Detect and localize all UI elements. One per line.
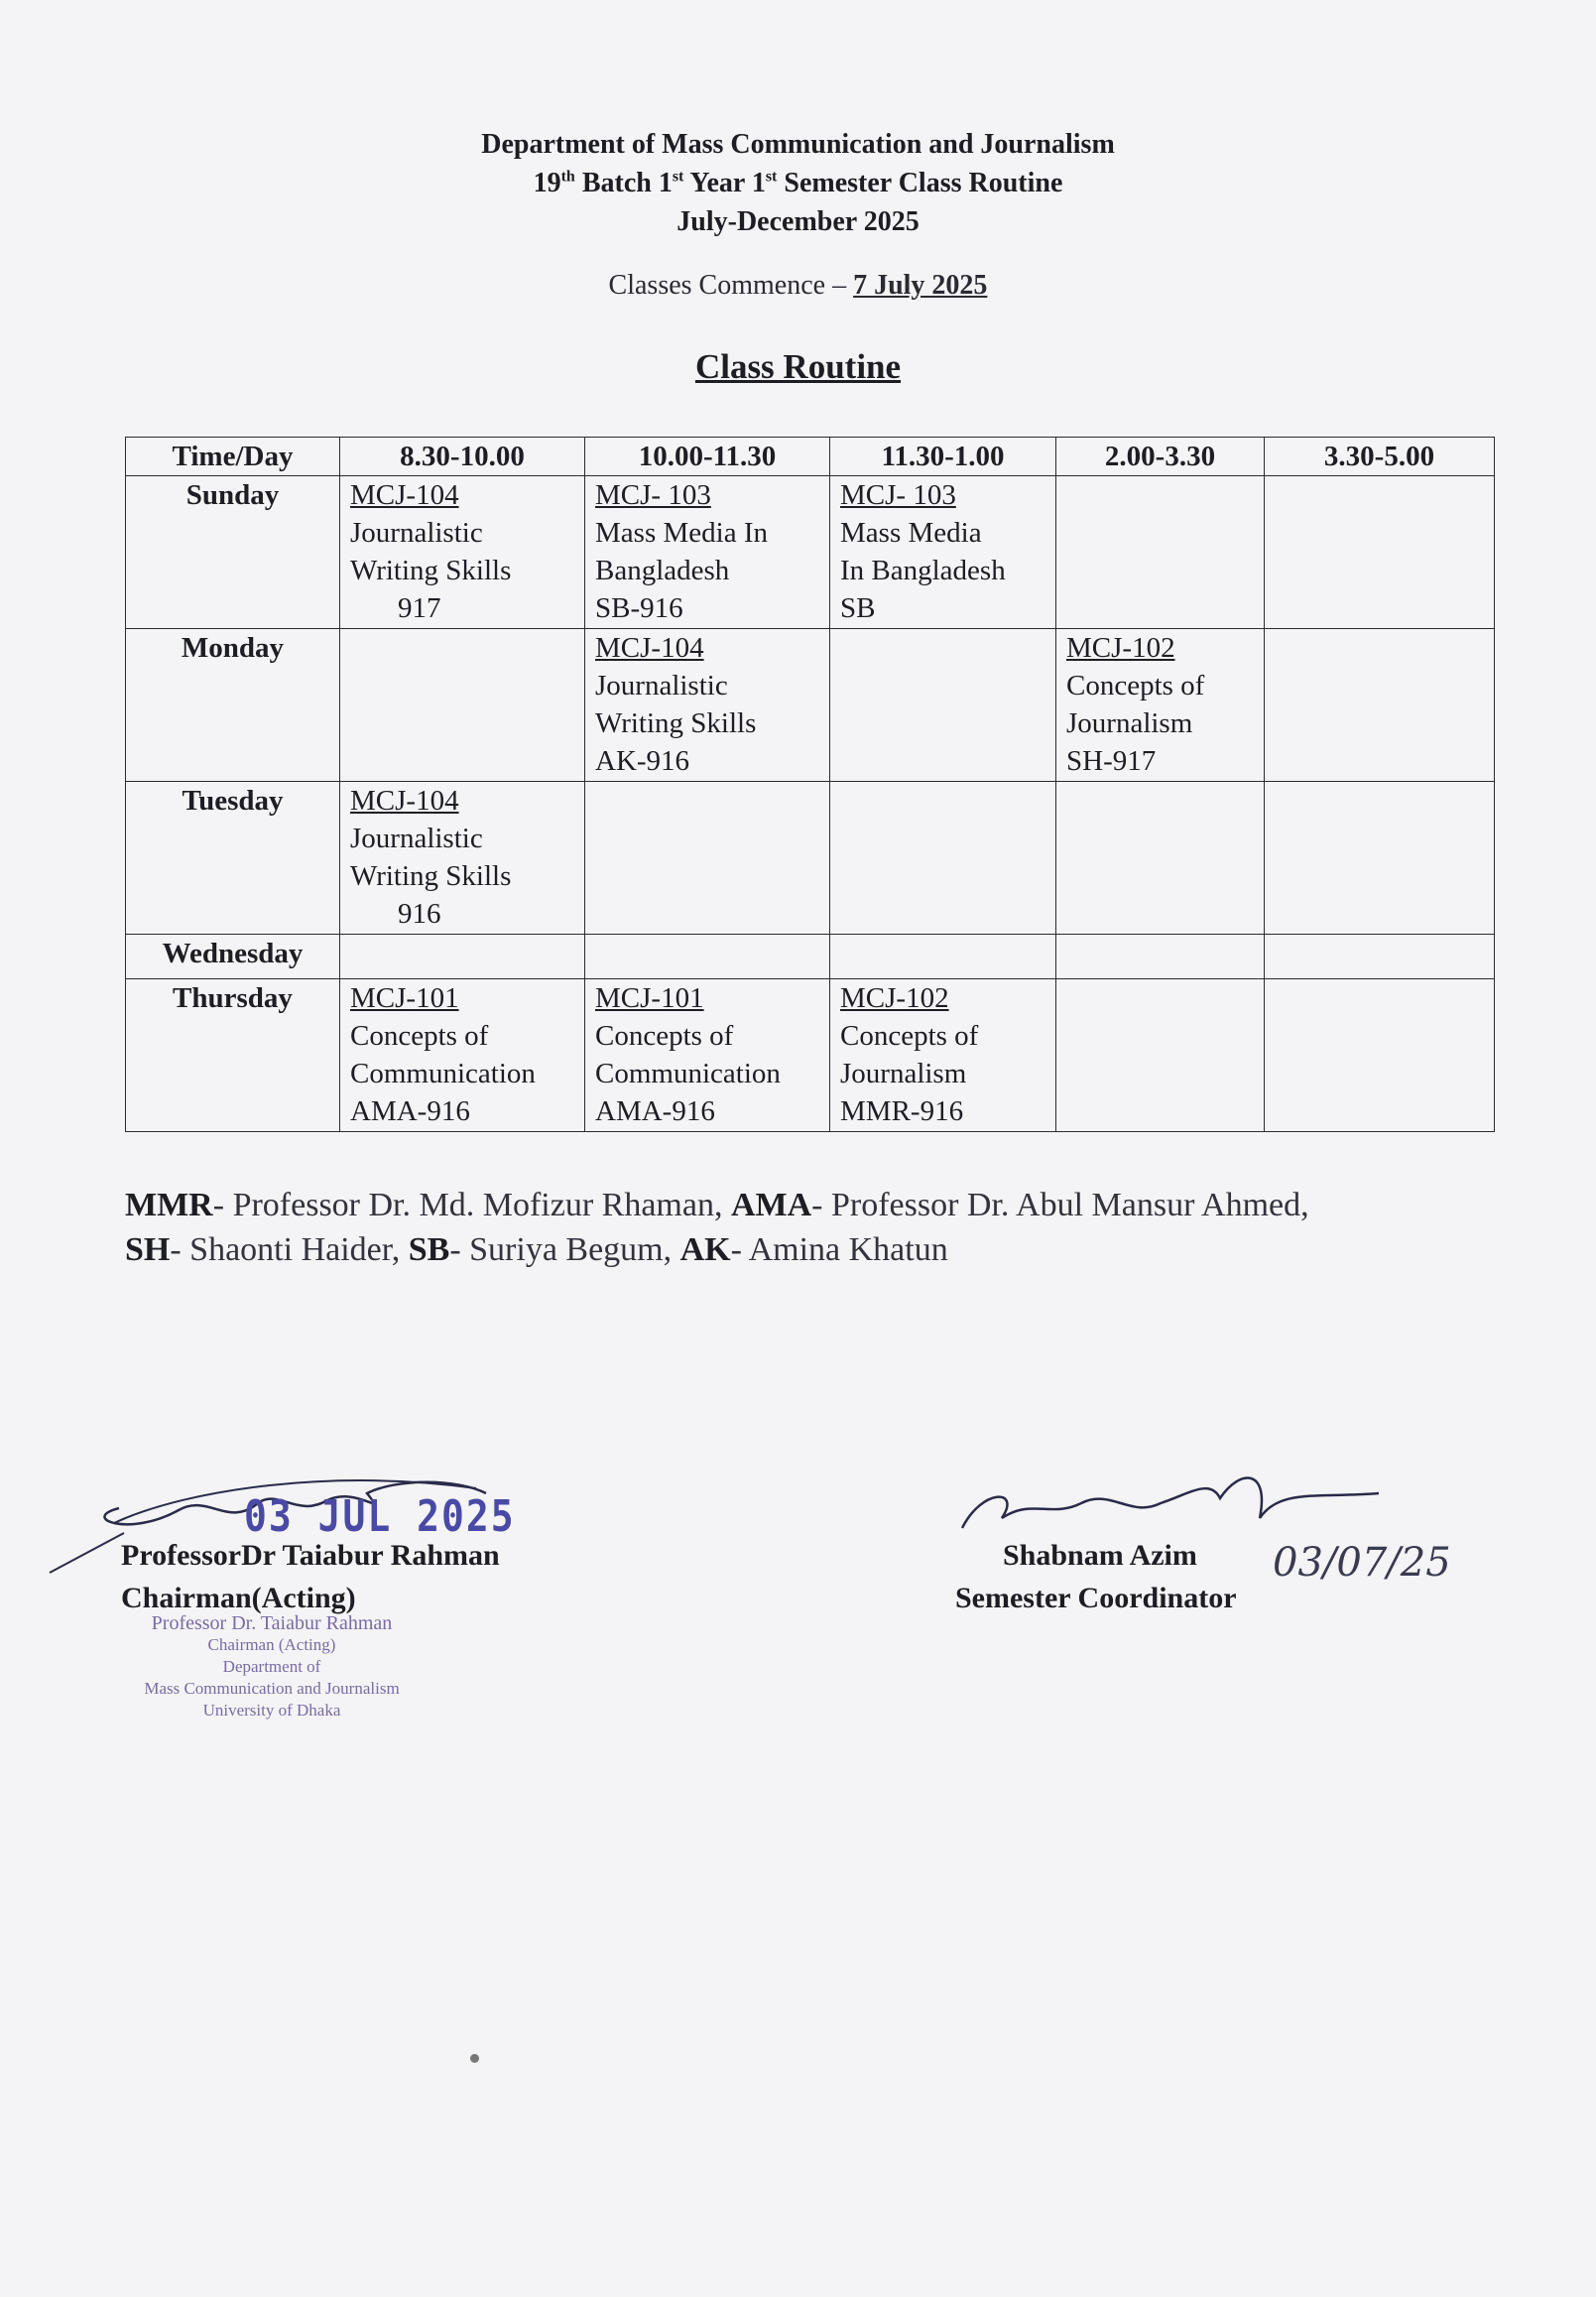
- teacher-legend: [125, 1183, 1514, 1272]
- empty-cell: [585, 782, 830, 935]
- course-line: Mass Media: [840, 517, 982, 549]
- routine-table: [125, 437, 1495, 1132]
- legend-abbr: SB: [408, 1231, 450, 1268]
- course-line: Concepts of: [840, 1020, 979, 1052]
- column-header: 3.30-5.00: [1265, 438, 1495, 476]
- class-cell: [585, 476, 830, 629]
- course-line: AMA-916: [595, 1095, 715, 1127]
- course-code: MCJ- 103: [840, 479, 956, 511]
- course-line: Concepts of: [350, 1020, 489, 1052]
- class-cell: [830, 476, 1056, 629]
- class-cell: [340, 476, 585, 629]
- empty-cell: [1265, 782, 1495, 935]
- class-cell: [585, 979, 830, 1132]
- course-code: MCJ-102: [1066, 632, 1175, 664]
- empty-cell: [830, 935, 1056, 979]
- course-code: MCJ- 103: [595, 479, 711, 511]
- day-cell: Wednesday: [126, 935, 340, 979]
- empty-cell: [1056, 782, 1265, 935]
- course-line: Journalistic: [595, 670, 728, 702]
- day-cell: Monday: [126, 629, 340, 782]
- course-line: Journalism: [840, 1058, 967, 1089]
- course-code: MCJ-101: [350, 982, 459, 1014]
- class-cell: [585, 629, 830, 782]
- column-header: 11.30-1.00: [830, 438, 1056, 476]
- empty-cell: [585, 935, 830, 979]
- class-cell: [830, 979, 1056, 1132]
- received-date-stamp: 03 JUL 2025: [244, 1490, 516, 1542]
- course-line: Bangladesh: [595, 555, 730, 586]
- class-routine-title: Class Routine: [694, 347, 902, 386]
- table-header-row: [126, 438, 1495, 476]
- legend-name: - Professor Dr. Md. Mofizur Rhaman,: [212, 1187, 731, 1223]
- day-cell: Sunday: [126, 476, 340, 629]
- course-line: Communication: [350, 1058, 536, 1089]
- table-row: [126, 629, 1495, 782]
- course-line: Writing Skills: [595, 707, 757, 739]
- empty-cell: [830, 629, 1056, 782]
- legend-abbr: AK: [679, 1231, 731, 1268]
- course-line: Communication: [595, 1058, 781, 1089]
- table-row: [126, 979, 1495, 1132]
- room-number: 917: [398, 592, 441, 624]
- column-header: Time/Day: [126, 438, 340, 476]
- course-line: SB: [840, 592, 876, 624]
- punch-dot: [470, 2054, 479, 2063]
- semester-period: July-December 2025: [676, 206, 920, 237]
- column-header: 2.00-3.30: [1056, 438, 1265, 476]
- course-line: Writing Skills: [350, 860, 512, 892]
- empty-cell: [1265, 935, 1495, 979]
- department-title: Department of Mass Communication and Journalism: [481, 129, 1115, 160]
- course-line: Writing Skills: [350, 555, 512, 586]
- handwritten-date: 03/07/25: [1273, 1540, 1451, 1586]
- course-code: MCJ-102: [840, 982, 949, 1014]
- day-cell: Tuesday: [126, 782, 340, 935]
- coordinator-signature-block: [955, 1534, 1237, 1619]
- table-row: [126, 476, 1495, 629]
- course-line: Journalism: [1066, 707, 1193, 739]
- routine-subtitle: 19th Batch 1st Year 1st Semester Class Routine: [533, 168, 1063, 198]
- course-line: In Bangladesh: [840, 555, 1006, 586]
- course-line: Journalistic: [350, 823, 483, 854]
- legend-name: - Suriya Begum,: [449, 1231, 680, 1268]
- class-cell: [340, 979, 585, 1132]
- empty-cell: [340, 935, 585, 979]
- legend-name: - Amina Khatun: [730, 1231, 948, 1268]
- room-number: 916: [398, 898, 441, 930]
- empty-cell: [1265, 476, 1495, 629]
- chairman-signature-block: [121, 1534, 500, 1619]
- column-header: 8.30-10.00: [340, 438, 585, 476]
- class-cell: [1056, 629, 1265, 782]
- legend-name: - Shaonti Haider,: [170, 1231, 409, 1268]
- classes-commence: Classes Commence – 7 July 2025: [608, 270, 988, 301]
- day-cell: Thursday: [126, 979, 340, 1132]
- course-line: SH-917: [1066, 745, 1157, 777]
- empty-cell: [1056, 935, 1265, 979]
- table-row: [126, 782, 1495, 935]
- course-line: Concepts of: [595, 1020, 734, 1052]
- course-line: Concepts of: [1066, 670, 1205, 702]
- course-line: AMA-916: [350, 1095, 470, 1127]
- course-code: MCJ-104: [350, 479, 459, 511]
- course-line: SB-916: [595, 592, 683, 624]
- column-header: 10.00-11.30: [585, 438, 830, 476]
- empty-cell: [1056, 476, 1265, 629]
- course-line: MMR-916: [840, 1095, 964, 1127]
- empty-cell: [830, 782, 1056, 935]
- coordinator-name: Shabnam Azim: [1003, 1539, 1197, 1572]
- course-line: AK-916: [595, 745, 690, 777]
- legend-abbr: SH: [125, 1231, 171, 1268]
- legend-abbr: MMR: [125, 1187, 213, 1223]
- course-code: MCJ-101: [595, 982, 704, 1014]
- empty-cell: [340, 629, 585, 782]
- empty-cell: [1056, 979, 1265, 1132]
- legend-name: - Professor Dr. Abul Mansur Ahmed,: [811, 1187, 1309, 1223]
- empty-cell: [1265, 629, 1495, 782]
- chairman-name: ProfessorDr Taiabur Rahman: [121, 1539, 500, 1572]
- empty-cell: [1265, 979, 1495, 1132]
- chairman-seal-stamp: Professor Dr. Taiabur Rahman Chairman (Acting) Department of Mass Communication and Journalism University of Dhaka: [144, 1612, 400, 1720]
- class-cell: [340, 782, 585, 935]
- chairman-title: Chairman(Acting): [121, 1582, 356, 1614]
- course-line: Mass Media In: [595, 517, 768, 549]
- course-line: Journalistic: [350, 517, 483, 549]
- table-row: [126, 935, 1495, 979]
- course-code: MCJ-104: [595, 632, 704, 664]
- course-code: MCJ-104: [350, 785, 459, 817]
- commence-date: 7 July 2025: [853, 270, 988, 301]
- coordinator-title: Semester Coordinator: [955, 1582, 1237, 1614]
- legend-abbr: AMA: [730, 1187, 812, 1223]
- document-header: [0, 125, 1596, 241]
